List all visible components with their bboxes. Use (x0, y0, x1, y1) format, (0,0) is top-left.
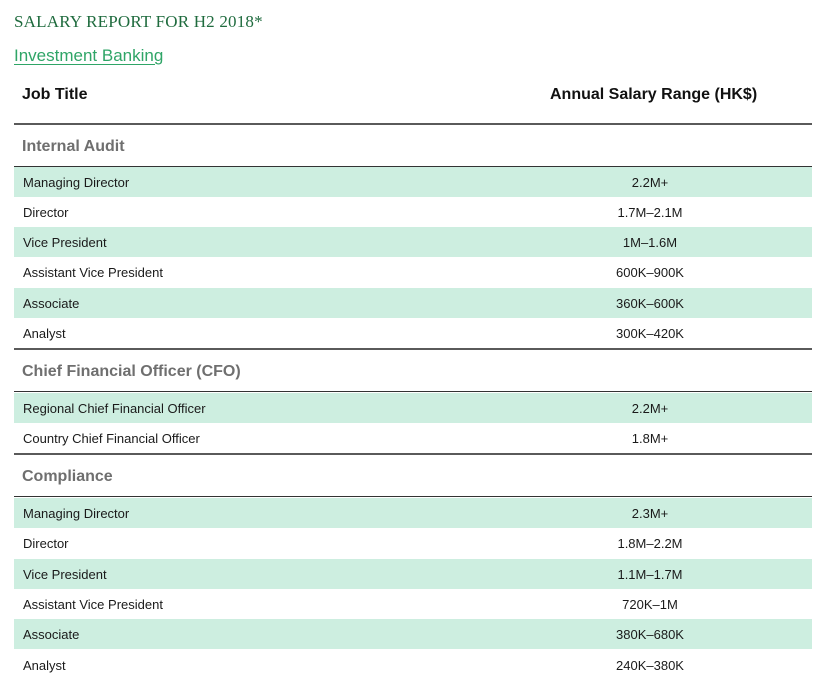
table-row (14, 167, 812, 197)
salary-range-cell: 2.2M+ (631, 401, 669, 416)
salary-range-cell: 1.8M–2.2M (617, 536, 683, 551)
section-title: Chief Financial Officer (CFO) (22, 363, 241, 380)
table-row (14, 227, 812, 257)
job-title-cell: Analyst (23, 658, 66, 673)
salary-range-cell: 1.1M–1.7M (617, 567, 683, 582)
salary-range-cell: 2.3M+ (631, 506, 669, 521)
salary-range-cell: 1.7M–2.1M (617, 205, 683, 220)
column-header-salary-range: Annual Salary Range (HK$) (550, 86, 758, 103)
job-title-cell: Associate (23, 296, 80, 311)
job-title-cell: Vice President (23, 235, 107, 250)
section-header-internal-audit (14, 125, 812, 167)
section-subtitle-link[interactable]: Investment Banking (14, 46, 164, 65)
table-header (14, 76, 812, 125)
table-row (14, 197, 812, 227)
salary-range-cell: 360K–600K (616, 296, 684, 311)
table-row (14, 498, 812, 528)
job-title-cell: Managing Director (23, 506, 130, 521)
job-title-cell: Associate (23, 627, 80, 642)
table-row (14, 619, 812, 649)
job-title-cell: Director (23, 536, 69, 551)
job-title-cell: Director (23, 205, 69, 220)
salary-range-cell: 1M–1.6M (622, 235, 678, 250)
section-header-cfo (14, 350, 812, 392)
job-title-cell: Analyst (23, 326, 66, 341)
salary-range-cell: 1.8M+ (631, 431, 669, 446)
table-row (14, 318, 812, 348)
report-title: SALARY REPORT FOR H2 2018* (14, 12, 263, 31)
salary-range-cell: 600K–900K (616, 265, 684, 280)
table-row (14, 528, 812, 558)
table-row (14, 423, 812, 453)
salary-range-cell: 2.2M+ (631, 175, 669, 190)
salary-range-cell: 300K–420K (616, 326, 684, 341)
salary-range-cell: 380K–680K (616, 627, 684, 642)
job-title-cell: Managing Director (23, 175, 130, 190)
table-row (14, 257, 812, 287)
salary-range-cell: 720K–1M (622, 597, 678, 612)
table-row (14, 650, 812, 680)
table-row (14, 288, 812, 318)
section-header-compliance (14, 455, 812, 497)
job-title-cell: Regional Chief Financial Officer (23, 401, 206, 416)
column-header-job-title: Job Title (22, 86, 88, 103)
section-title: Internal Audit (22, 138, 125, 155)
table-row (14, 589, 812, 619)
job-title-cell: Vice President (23, 567, 107, 582)
table-row (14, 393, 812, 423)
salary-range-cell: 240K–380K (616, 658, 684, 673)
table-row (14, 559, 812, 589)
job-title-cell: Assistant Vice President (23, 597, 163, 612)
job-title-cell: Assistant Vice President (23, 265, 163, 280)
job-title-cell: Country Chief Financial Officer (23, 431, 200, 446)
section-title: Compliance (22, 468, 113, 485)
